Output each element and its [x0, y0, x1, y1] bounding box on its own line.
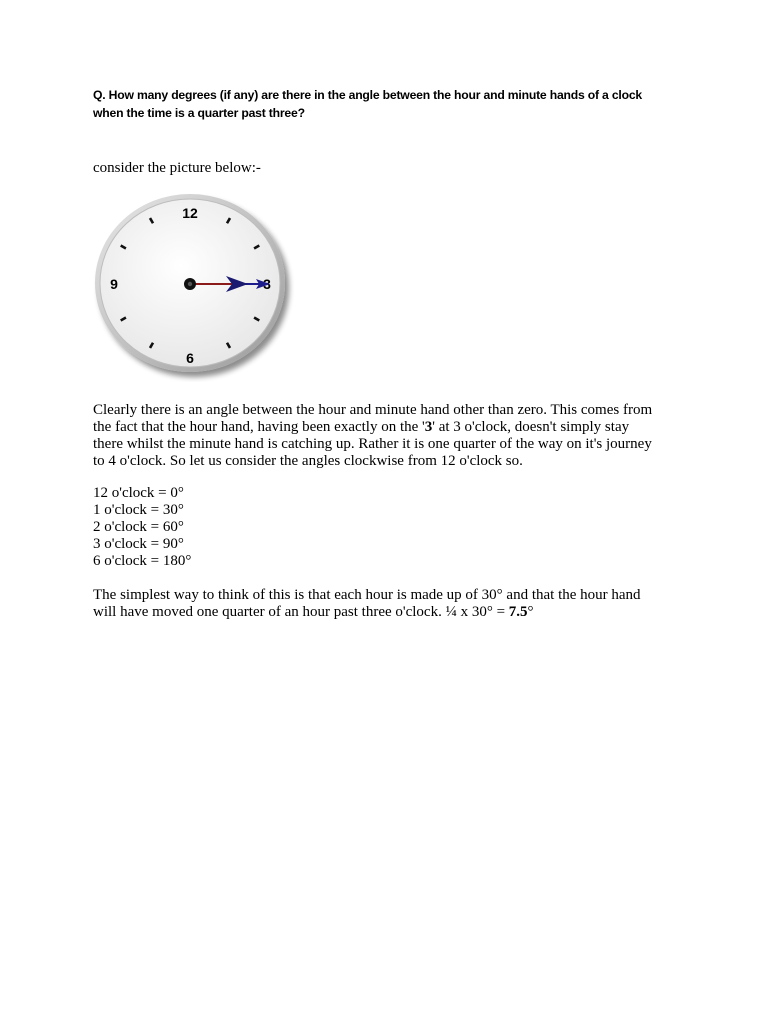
explanation-paragraph [93, 402, 693, 470]
clock-number-9: 9 [110, 276, 118, 292]
explanation-line-2c: ' at 3 o'clock, doesn't simply stay [432, 419, 630, 435]
angle-item: 12 o'clock = 0° [93, 485, 184, 501]
question-line-1: Q. How many degrees (if any) are there in the angle between the hour and minute hands of a clock [93, 88, 642, 102]
conclusion-answer: 7.5 [508, 604, 528, 620]
clock-image [90, 186, 302, 382]
angle-item: 3 o'clock = 90° [93, 536, 184, 552]
angle-item: 1 o'clock = 30° [93, 502, 184, 518]
question-heading [93, 86, 693, 122]
angle-list [93, 485, 191, 570]
angle-item: 2 o'clock = 60° [93, 519, 184, 535]
angle-item: 6 o'clock = 180° [93, 553, 192, 569]
explanation-line-2a: the fact that the hour hand, having been exactly on the ' [93, 419, 425, 435]
conclusion-line-2a: will have moved one quarter of an hour past three o'clock. ¼ x 30° = [93, 604, 509, 620]
conclusion-line-1: The simplest way to think of this is that each hour is made up of 30° and that the hour hand [93, 587, 641, 603]
explanation-bold-3: 3 [424, 419, 433, 435]
clock-number-12: 12 [182, 205, 198, 221]
clock-number-6: 6 [186, 350, 194, 366]
conclusion-paragraph [93, 587, 693, 621]
explanation-line-1: Clearly there is an angle between the hour and minute hand other than zero. This comes from [93, 402, 653, 418]
clock-center-highlight [188, 282, 192, 286]
conclusion-degree: ° [527, 604, 534, 620]
explanation-line-4: to 4 o'clock. So let us consider the angles clockwise from 12 o'clock so. [93, 453, 523, 469]
question-line-2: when the time is a quarter past three? [93, 106, 305, 120]
clock-figure [90, 186, 302, 382]
intro-text: consider the picture below:- [93, 160, 261, 176]
explanation-line-3: there whilst the minute hand is catching up. Rather it is one quarter of the way on it's journey [93, 436, 652, 452]
